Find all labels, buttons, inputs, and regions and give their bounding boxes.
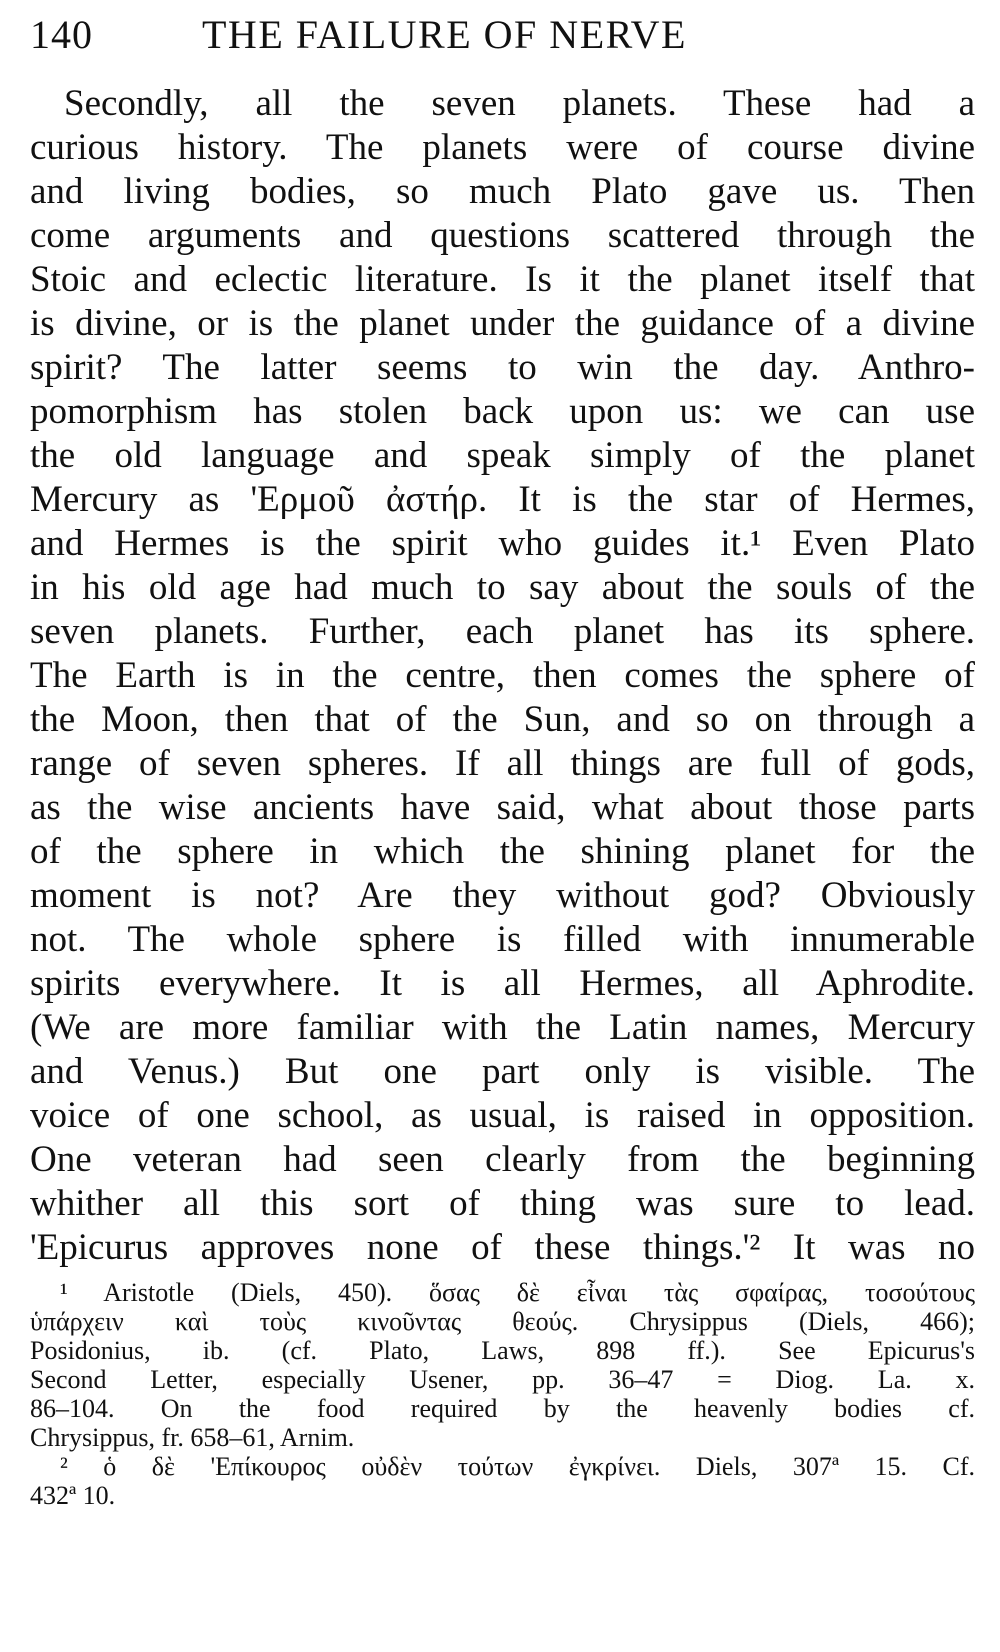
text-line: voice of one school, as usual, is raised in opposition. [30,1095,975,1136]
text-line: moment is not? Are they without god? Obviously [30,875,975,916]
page-number: 140 [30,12,93,57]
footnote-line: 86–104. On the food required by the heavenly bodies cf. [30,1394,975,1423]
text-line: of the sphere in which the shining planet for the [30,831,975,872]
footnote-line: ¹ Aristotle (Diels, 450). ὅσας δὲ εἶναι τὰς σφαίρας, τοσούτους [60,1278,975,1307]
footnote-line: ὑπάρχειν καὶ τοὺς κινοῦντας θεούς. Chrysippus (Diels, 466); [30,1307,975,1336]
footnote-line: ² ὁ δὲ 'Επίκουρος οὐδὲν τούτων ἐγκρίνει. Diels, 307ª 15. Cf. [60,1452,975,1481]
text-line: Mercury as 'Ερμοῦ ἀστήρ. It is the star of Hermes, [30,479,975,520]
text-line: The Earth is in the centre, then comes the sphere of [30,655,975,696]
text-line: curious history. The planets were of course divine [30,127,975,168]
text-line: as the wise ancients have said, what about those parts [30,787,975,828]
book-page [30,0,975,1652]
footnote-line: Second Letter, especially Usener, pp. 36–47 = Diog. La. x. [30,1365,975,1394]
text-line: is divine, or is the planet under the guidance of a divine [30,303,975,344]
text-line: One veteran had seen clearly from the beginning [30,1139,975,1180]
text-line: seven planets. Further, each planet has its sphere. [30,611,975,652]
footnote-line: Posidonius, ib. (cf. Plato, Laws, 898 ff.). See Epicurus's [30,1336,975,1365]
text-line: come arguments and questions scattered through the [30,215,975,256]
text-line: (We are more familiar with the Latin names, Mercury [30,1007,975,1048]
body-paragraph [30,82,975,1270]
text-line: spirit? The latter seems to win the day. Anthro- [30,347,975,388]
text-line: not. The whole sphere is filled with innumerable [30,919,975,960]
text-line: 'Epicurus approves none of these things.'² It was no [30,1227,975,1268]
text-line: and Hermes is the spirit who guides it.¹ Even Plato [30,523,975,564]
text-line: the Moon, then that of the Sun, and so on through a [30,699,975,740]
text-line: and living bodies, so much Plato gave us. Then [30,171,975,212]
text-line: and Venus.) But one part only is visible. The [30,1051,975,1092]
text-line: Secondly, all the seven planets. These had a [64,83,975,124]
footnote-line: Chrysippus, fr. 658–61, Arnim. [30,1423,355,1452]
footnotes [30,1278,975,1510]
text-line: whither all this sort of thing was sure to lead. [30,1183,975,1224]
running-title: THE FAILURE OF NERVE [202,12,687,57]
text-line: spirits everywhere. It is all Hermes, all Aphrodite. [30,963,975,1004]
text-line: pomorphism has stolen back upon us: we can use [30,391,975,432]
running-head [30,10,975,60]
text-line: in his old age had much to say about the souls of the [30,567,975,608]
text-line: Stoic and eclectic literature. Is it the planet itself that [30,259,975,300]
text-line: the old language and speak simply of the planet [30,435,975,476]
text-line: range of seven spheres. If all things are full of gods, [30,743,975,784]
footnote-line: 432ª 10. [30,1481,116,1510]
